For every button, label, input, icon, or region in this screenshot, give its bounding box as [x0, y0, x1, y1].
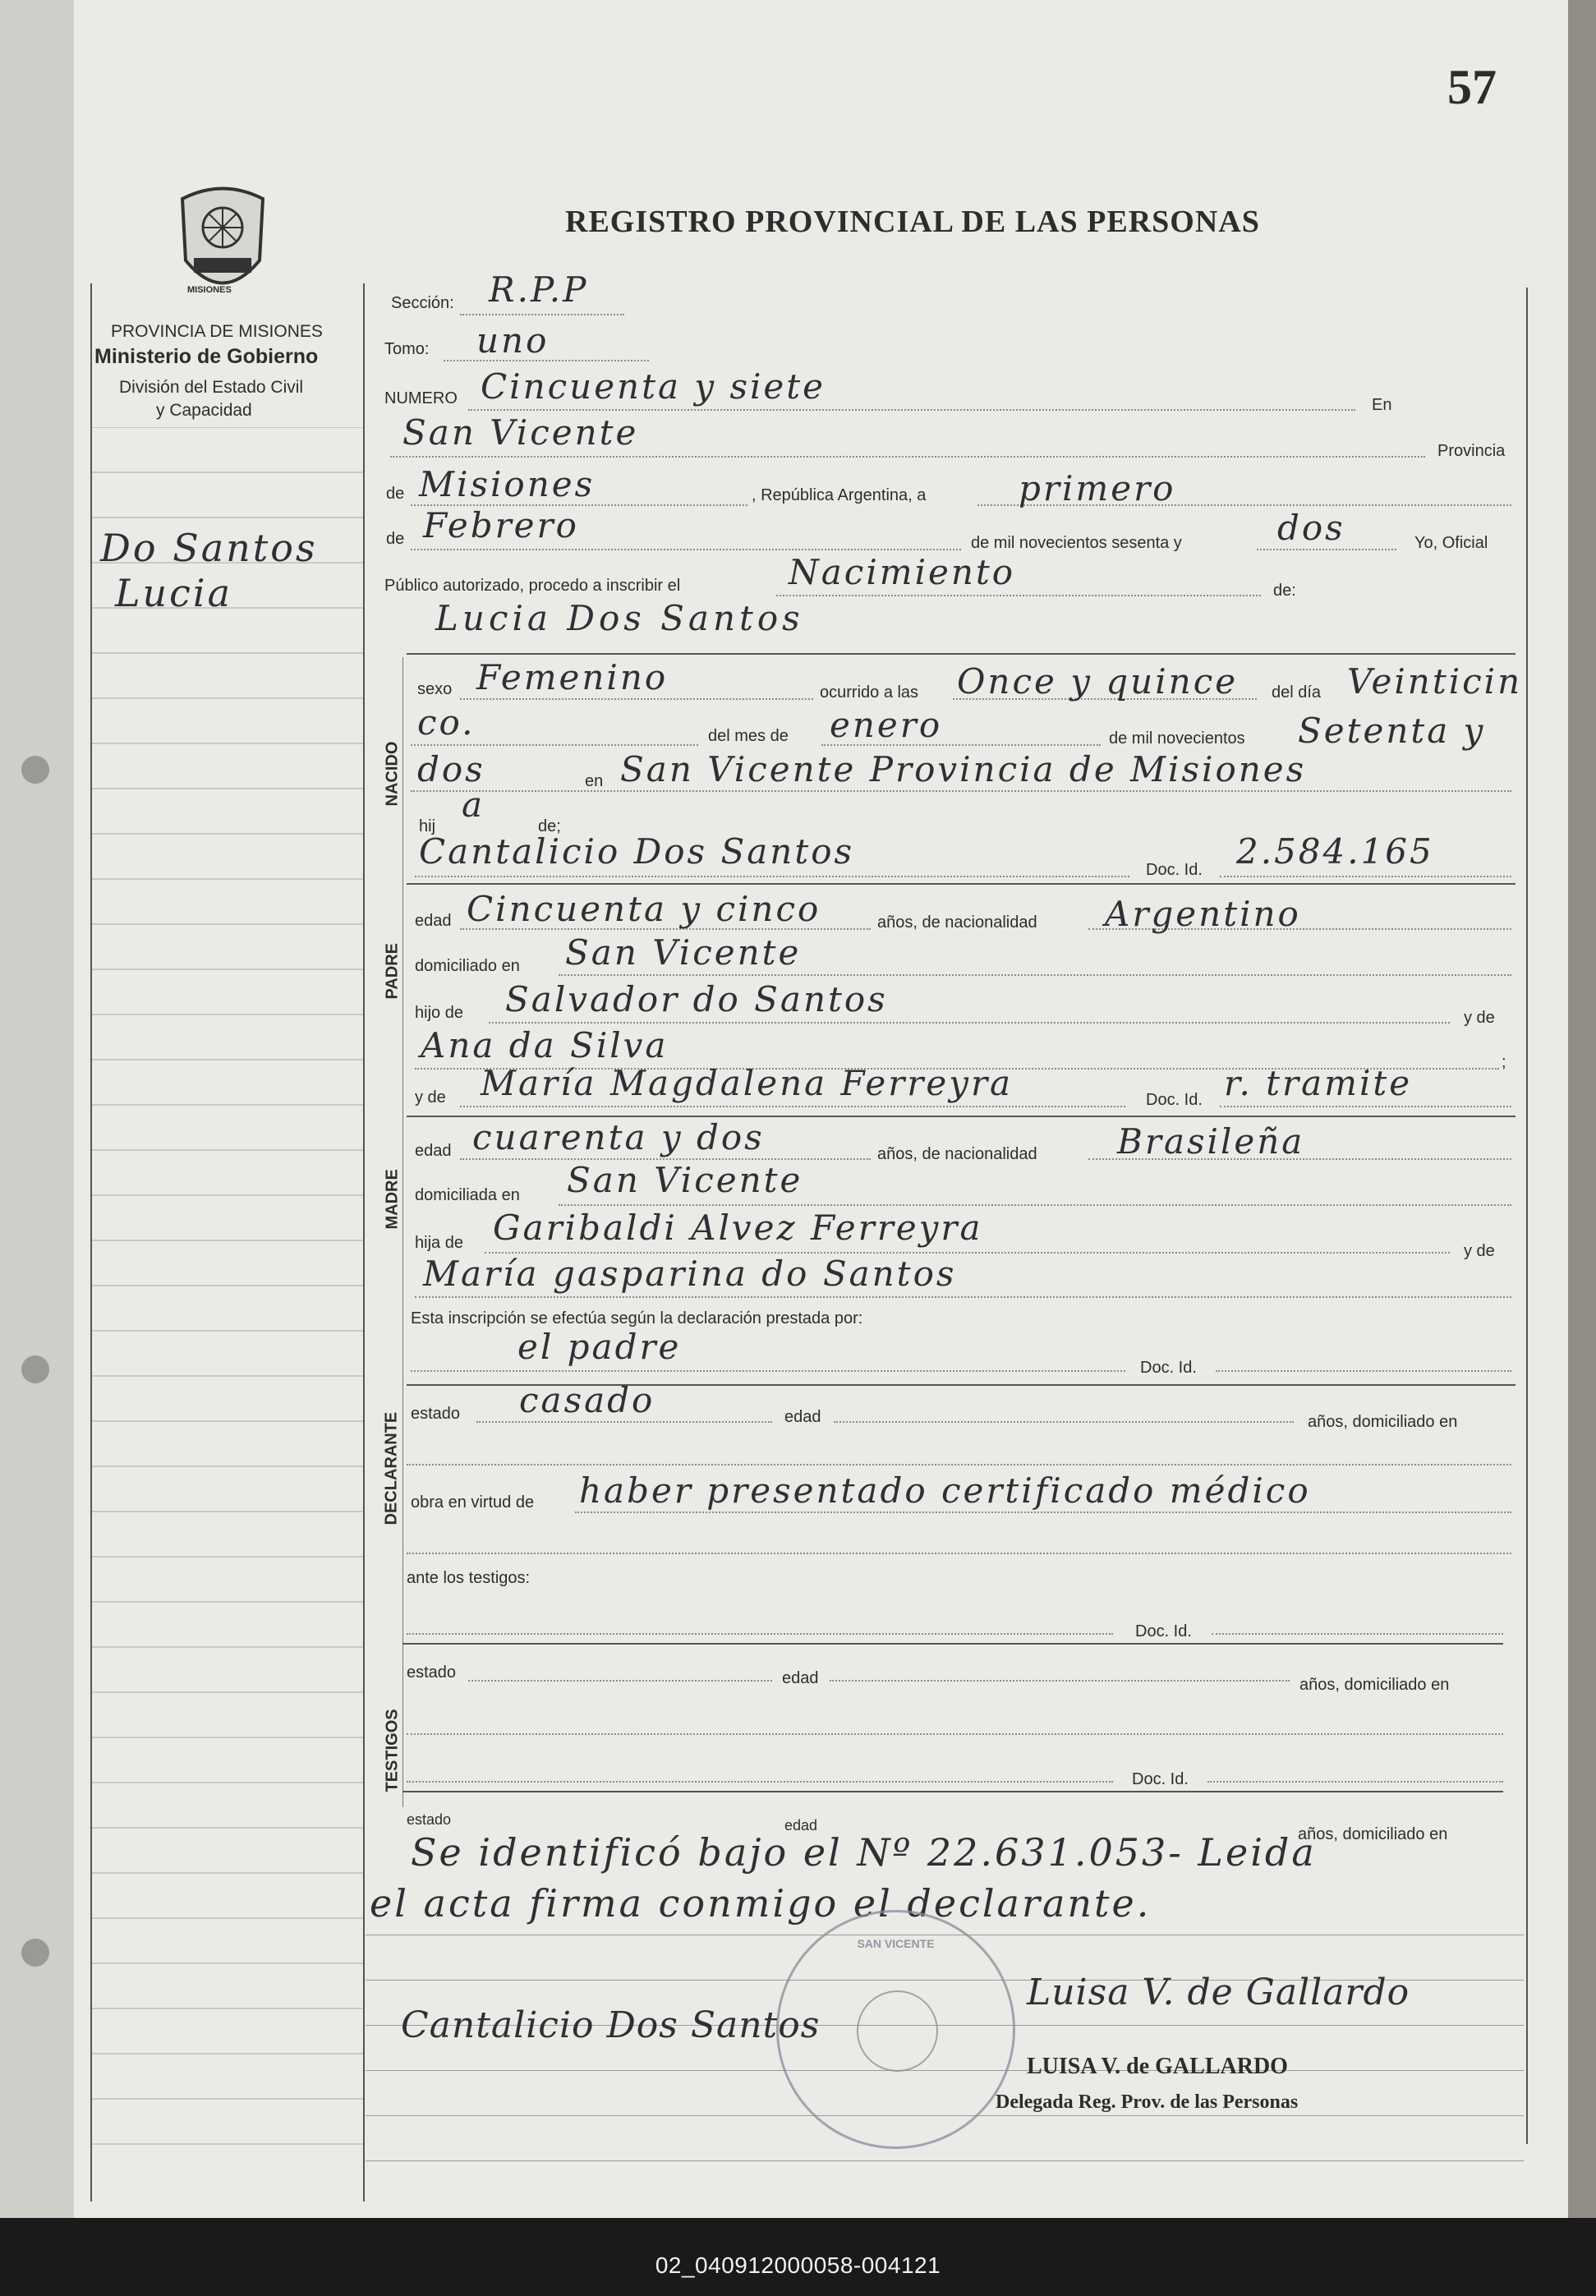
section-rule: [402, 657, 403, 1807]
padre-nombre-value: Cantalicio Dos Santos: [419, 831, 855, 872]
declarante-anos-label: años, domiciliado en: [1308, 1413, 1458, 1431]
madre-y-de-label-2: y de: [1464, 1242, 1495, 1260]
nota-linea-2: el acta firma conmigo el declarante.: [370, 1881, 1152, 1926]
testigo2-anos-label: años, domiciliado en: [1298, 1825, 1448, 1843]
testigo1-estado-label: estado: [407, 1663, 457, 1682]
ministry-header: Ministerio de Gobierno: [94, 345, 319, 368]
padre-hijo-label: hijo de: [415, 1004, 463, 1022]
semicolon: ;: [1502, 1053, 1506, 1071]
page-number: 57: [1447, 60, 1497, 114]
sexo-value: Femenino: [476, 657, 669, 697]
declarante-doc-label: Doc. Id.: [1140, 1359, 1197, 1377]
testigo2-estado-label: estado: [407, 1811, 452, 1828]
provincia-label: Provincia: [1437, 442, 1506, 460]
testigo1-anos-label: años, domiciliado en: [1299, 1676, 1450, 1694]
nombre-value: Lucia Dos Santos: [435, 598, 804, 638]
padre-domicilio-value: San Vicente: [565, 932, 802, 973]
section-madre: MADRE: [383, 1169, 402, 1230]
padre-doc-value: 2.584.165: [1236, 831, 1434, 872]
ante-label: ante los testigos:: [407, 1569, 531, 1587]
del-mes-label: del mes de: [708, 727, 789, 745]
padre-hijo-de-1: Salvador do Santos: [505, 979, 888, 1019]
madre-nac-label: años, de nacionalidad: [877, 1145, 1037, 1163]
madre-hija-de-1: Garibaldi Alvez Ferreyra: [493, 1208, 983, 1248]
de-colon-label: de:: [1273, 582, 1296, 600]
anio-nac-value: Setenta y: [1298, 711, 1486, 751]
divider: [402, 1643, 1503, 1645]
anio-nac-value-2: dos: [417, 749, 485, 789]
nota-linea-1: Se identificó bajo el Nº 22.631.053- Leida: [411, 1830, 1317, 1875]
seal-emblem-icon: [857, 1990, 938, 2072]
tomo-label: Tomo:: [384, 340, 430, 358]
de-mil-nov-label: de mil novecientos: [1109, 729, 1245, 748]
seal-text: SAN VICENTE: [857, 1937, 935, 1950]
padre-nacionalidad-value: Argentino: [1105, 894, 1301, 934]
page-edge: [1568, 0, 1596, 2218]
declarante-edad-label: edad: [784, 1408, 821, 1426]
section-nacido: NACIDO: [383, 741, 402, 807]
declarante-estado-value: casado: [519, 1380, 655, 1420]
obra-label: obra en virtud de: [411, 1493, 535, 1511]
de-semicolon-label: de;: [538, 817, 561, 835]
provincia-value: Misiones: [419, 464, 596, 504]
madre-edad-value: cuarenta y dos: [472, 1117, 765, 1157]
madre-edad-label: edad: [415, 1142, 452, 1160]
padre-edad-value: Cincuenta y cinco: [467, 889, 821, 929]
binding-hole: [21, 1355, 49, 1383]
madre-nacionalidad-value: Brasileña: [1117, 1121, 1305, 1162]
padre-domicilio-label: domiciliado en: [415, 957, 520, 975]
lugar-value: San Vicente: [402, 412, 639, 453]
testigo2-doc-label: Doc. Id.: [1132, 1770, 1189, 1788]
division-header: División del Estado Civil: [119, 378, 304, 397]
image-caption: 02_040912000058-004121: [655, 2252, 941, 2278]
section-padre: PADRE: [383, 942, 402, 1000]
testigo2-edad-label: edad: [784, 1817, 818, 1834]
padre-y-de-label: y de: [1464, 1009, 1495, 1027]
divider: [407, 883, 1516, 885]
inscripcion-label: Esta inscripción se efectúa según la declaración prestada por:: [411, 1309, 863, 1327]
yo-oficial-label: Yo, Oficial: [1414, 534, 1488, 552]
divider: [402, 1791, 1503, 1792]
binding-hole: [21, 1939, 49, 1967]
margin-note-surname: Do Santos: [100, 526, 318, 570]
de-label-2: de: [386, 530, 405, 548]
seccion-label: Sección:: [391, 294, 454, 312]
declarante-signature: Cantalicio Dos Santos: [401, 2004, 821, 2046]
publico-label: Público autorizado, procedo a inscribir el: [384, 577, 681, 595]
lugar-nac-value: San Vicente Provincia de Misiones: [620, 749, 1307, 789]
testigo1-doc-label: Doc. Id.: [1135, 1622, 1192, 1640]
book-binding: [0, 0, 74, 2218]
en-label: En: [1372, 396, 1392, 414]
left-border: [90, 283, 92, 2202]
en-lower-label: en: [585, 772, 604, 790]
column-divider: [363, 283, 365, 2202]
numero-label: NUMERO: [384, 389, 458, 407]
madre-hija-label: hija de: [415, 1234, 463, 1252]
mes-nac-value: enero: [830, 705, 943, 745]
padre-edad-label: edad: [415, 912, 452, 930]
padre-nac-label: años, de nacionalidad: [877, 913, 1037, 932]
ocurrido-label: ocurrido a las: [820, 683, 919, 702]
anio-value: dos: [1277, 508, 1345, 548]
emblem-text: MISIONES: [187, 285, 232, 295]
dia-value: primero: [1019, 468, 1176, 508]
acto-value: Nacimiento: [789, 552, 1016, 592]
padre-doc-label: Doc. Id.: [1146, 861, 1203, 879]
del-dia-label: del día: [1272, 683, 1322, 702]
de-label: de: [386, 485, 405, 503]
divider: [407, 653, 1516, 655]
madre-domicilio-label: domiciliada en: [415, 1186, 520, 1204]
madre-nombre-value: María Magdalena Ferreyra: [481, 1063, 1014, 1103]
madre-y-de-label: y de: [415, 1088, 446, 1107]
madre-doc-label: Doc. Id.: [1146, 1091, 1203, 1109]
declarante-estado-label: estado: [411, 1405, 461, 1423]
official-name: LUISA V. de GALLARDO: [1027, 2054, 1288, 2079]
tomo-value: uno: [476, 320, 550, 361]
madre-domicilio-value: San Vicente: [567, 1160, 803, 1200]
hora-value: Once y quince: [957, 661, 1239, 702]
sexo-label: sexo: [417, 680, 453, 698]
hij-label: hij: [419, 817, 436, 835]
official-signature: Luisa V. de Gallardo: [1027, 1972, 1410, 2013]
numero-value: Cincuenta y siete: [481, 366, 826, 407]
registry-title: REGISTRO PROVINCIAL DE LAS PERSONAS: [565, 205, 1260, 239]
seccion-value: R.P.P: [489, 269, 589, 310]
right-border: [1526, 288, 1528, 2144]
binding-hole: [21, 756, 49, 784]
section-testigos: TESTIGOS: [383, 1709, 402, 1792]
section-declarante: DECLARANTE: [382, 1411, 401, 1525]
madre-hija-de-2: María gasparina do Santos: [423, 1254, 957, 1294]
margin-note-name: Lucia: [115, 571, 233, 615]
hij-value: a: [462, 785, 485, 825]
republica-label: , República Argentina, a: [752, 486, 927, 504]
dia-nac-value: Veinticin: [1347, 661, 1523, 702]
padre-hijo-de-2: Ana da Silva: [421, 1025, 669, 1065]
de-mil-label: de mil novecientos sesenta y: [971, 534, 1182, 552]
testigo1-edad-label: edad: [782, 1669, 819, 1687]
official-title: Delegada Reg. Prov. de las Personas: [996, 2091, 1299, 2113]
dia-nac-value-2: co.: [417, 702, 476, 743]
province-header: PROVINCIA DE MISIONES: [111, 322, 323, 341]
mes-value: Febrero: [423, 505, 579, 545]
obra-value: haber presentado certificado médico: [579, 1470, 1311, 1511]
capacity-header: y Capacidad: [156, 401, 252, 420]
margin-ruled-lines: [90, 427, 363, 2193]
madre-doc-value: r. tramite: [1224, 1063, 1413, 1103]
declarante-value: el padre: [517, 1327, 682, 1367]
